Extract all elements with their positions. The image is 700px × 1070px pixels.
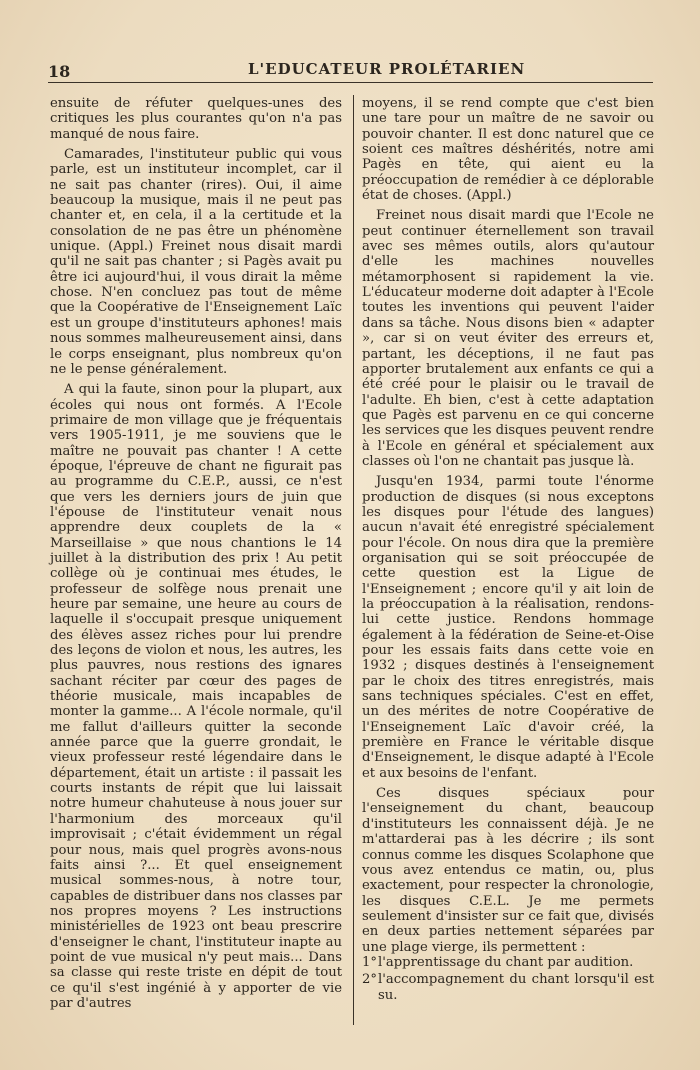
- paragraph: moyens, il se rend compte que c'est bien une tare pour un maître de ne savoir ou pouvoir chanter. Il est donc naturel que ce soient ces maîtres déshérités, notre ami Pagès en tête, qui aient eu la préoccupation de remédier à ce déplorable état de choses. (Appl.): [362, 96, 654, 204]
- list-item: [362, 955, 654, 970]
- paragraph: A qui la faute, sinon pour la plupart, aux écoles qui nous ont formés. A l'Ecole primaire de mon village que je fréquentais vers 1905-1911, je me souviens que le maître ne pouvait pas chanter ! A cette époque, l'épreuve de chant ne figurait pas au programme du C.E.P., aussi, ce n'est que vers les derniers jours de juin que l'épouse de l'instituteur venait nous apprendre deux couplets de la « Marseillaise » que nous chantions le 14 juillet à la distribution des prix ! Au petit collège où je continuai mes études, le professeur de solfège nous prenait une heure par semaine, une heure au cours de laquelle il s'occupait presque uniquement des élèves assez riches pour lui prendre des leçons de violon et nous, les autres, les plus pauvres, nous restions des ignares sachant réciter par cœur des pages de théorie musicale, mais incapables de monter la gamme... A l'école normale, qu'il me fallut d'ailleurs quitter la seconde année parce que la guerre grondait, le vieux professeur resté légendaire dans le département, était un artiste : il passait les courts instants de répit que lui laissait notre humeur chahuteuse à nous jouer sur l'harmonium des morceaux qu'il improvisait ; c'était évidemment un régal pour nous, mais quel progrès avons-nous faits ainsi ?... Et quel enseignement musical sommes-nous, à notre tour, capables de distribuer dans nos classes par nos propres moyens ? Les instructions ministérielles de 1923 ont beau prescrire d'enseigner le chant, l'instituteur inapte au point de vue musical n'y peut mais... Dans sa classe qui reste triste en dépit de tout ce qu'il s'est ingénié à y apporter de vie par d'autres: [50, 382, 342, 1011]
- right-column: [362, 96, 654, 1003]
- list-text: l'apprentissage du chant par audition.: [378, 954, 634, 970]
- list-number: 1°: [362, 954, 377, 970]
- column-divider: [353, 95, 354, 1025]
- paragraph: Freinet nous disait mardi que l'Ecole ne peut continuer éternellement son travail avec ses mêmes outils, alors qu'autour d'elle les machines nouvelles métamorphosent si rapidement la vie. L'éducateur moderne doit adapter à l'Ecole toutes les inventions qui peuvent l'aider dans sa tâche. Nous disons bien « adapter », car si on veut éviter des erreurs et, partant, les déceptions, il ne faut pas apporter brutalement aux enfants ce qui a été créé pour le plaisir ou le travail de l'adulte. Eh bien, c'est à cette adaptation que Pagès est parvenu en ce qui concerne les services que les disques peuvent rendre à l'Ecole en général et spécialement aux classes où l'on ne chantait pas jusque là.: [362, 208, 654, 469]
- list-text: l'accompagnement du chant lorsqu'il est su.: [378, 972, 654, 1003]
- page-header: [48, 58, 653, 80]
- paragraph: ensuite de réfuter quelques-unes des critiques les plus courantes qu'on n'a pas manqué de nous faire.: [50, 96, 342, 142]
- list-number: 2°: [362, 972, 377, 988]
- paragraph: Camarades, l'instituteur public qui vous parle, est un instituteur incomplet, car il ne sait pas chanter (rires). Oui, il aime beaucoup la musique, mais il ne peut pas chanter et, en cela, il a la certitude et la consolation de ne pas être un phénomène unique. (Appl.) Freinet nous disait mardi qu'il ne sait pas chanter ; si Pagès avait pu être ici aujourd'hui, il vous dirait la même chose. N'en concluez pas tout de même que la Coopérative de l'Enseignement Laïc est un groupe d'instituteurs aphones! mais nous sommes malheureusement ainsi, dans le corps enseignant, plus nombreux qu'on ne le pense généralement.: [50, 147, 342, 377]
- paragraph: Jusqu'en 1934, parmi toute l'énorme production de disques (si nous exceptons les disques pour l'étude des langues) aucun n'avait été enregistré spécialement pour l'école. On nous dira que la première organisation qui se soit préoccupée de cette question est la Ligue de l'Enseignement ; encore qu'il y ait loin de la préoccupation à la réalisation, rendons-lui cette justice. Rendons hommage également à la fédération de Seine-et-Oise pour les essais faits dans cette voie en 1932 ; disques destinés à l'enseignement par le choix des titres enregistrés, mais sans techniques spéciales. C'est en effet, un des mérites de notre Coopérative de l'Enseignement Laïc d'avoir créé, la première en France le véritable disque d'Enseignement, le disque adapté à l'Ecole et aux besoins de l'enfant.: [362, 474, 654, 781]
- list-item: [362, 972, 654, 1003]
- left-column: [50, 96, 342, 1011]
- paragraph: Ces disques spéciaux pour l'enseignement du chant, beaucoup d'instituteurs les connaissent déjà. Je ne m'attarderai pas à les décrire ; ils sont connus comme les disques Scolaphone que vous avez entendus ce matin, ou, plus exactement, pour respecter la chronologie, les disques C.E.L. Je me permets seulement d'insister sur ce fait que, divisés en deux parties nettement séparées par une plage vierge, ils permettent :: [362, 786, 654, 955]
- page-number: 18: [48, 62, 71, 81]
- header-rule: [48, 82, 653, 83]
- journal-title: L'EDUCATEUR PROLÉTARIEN: [248, 60, 526, 78]
